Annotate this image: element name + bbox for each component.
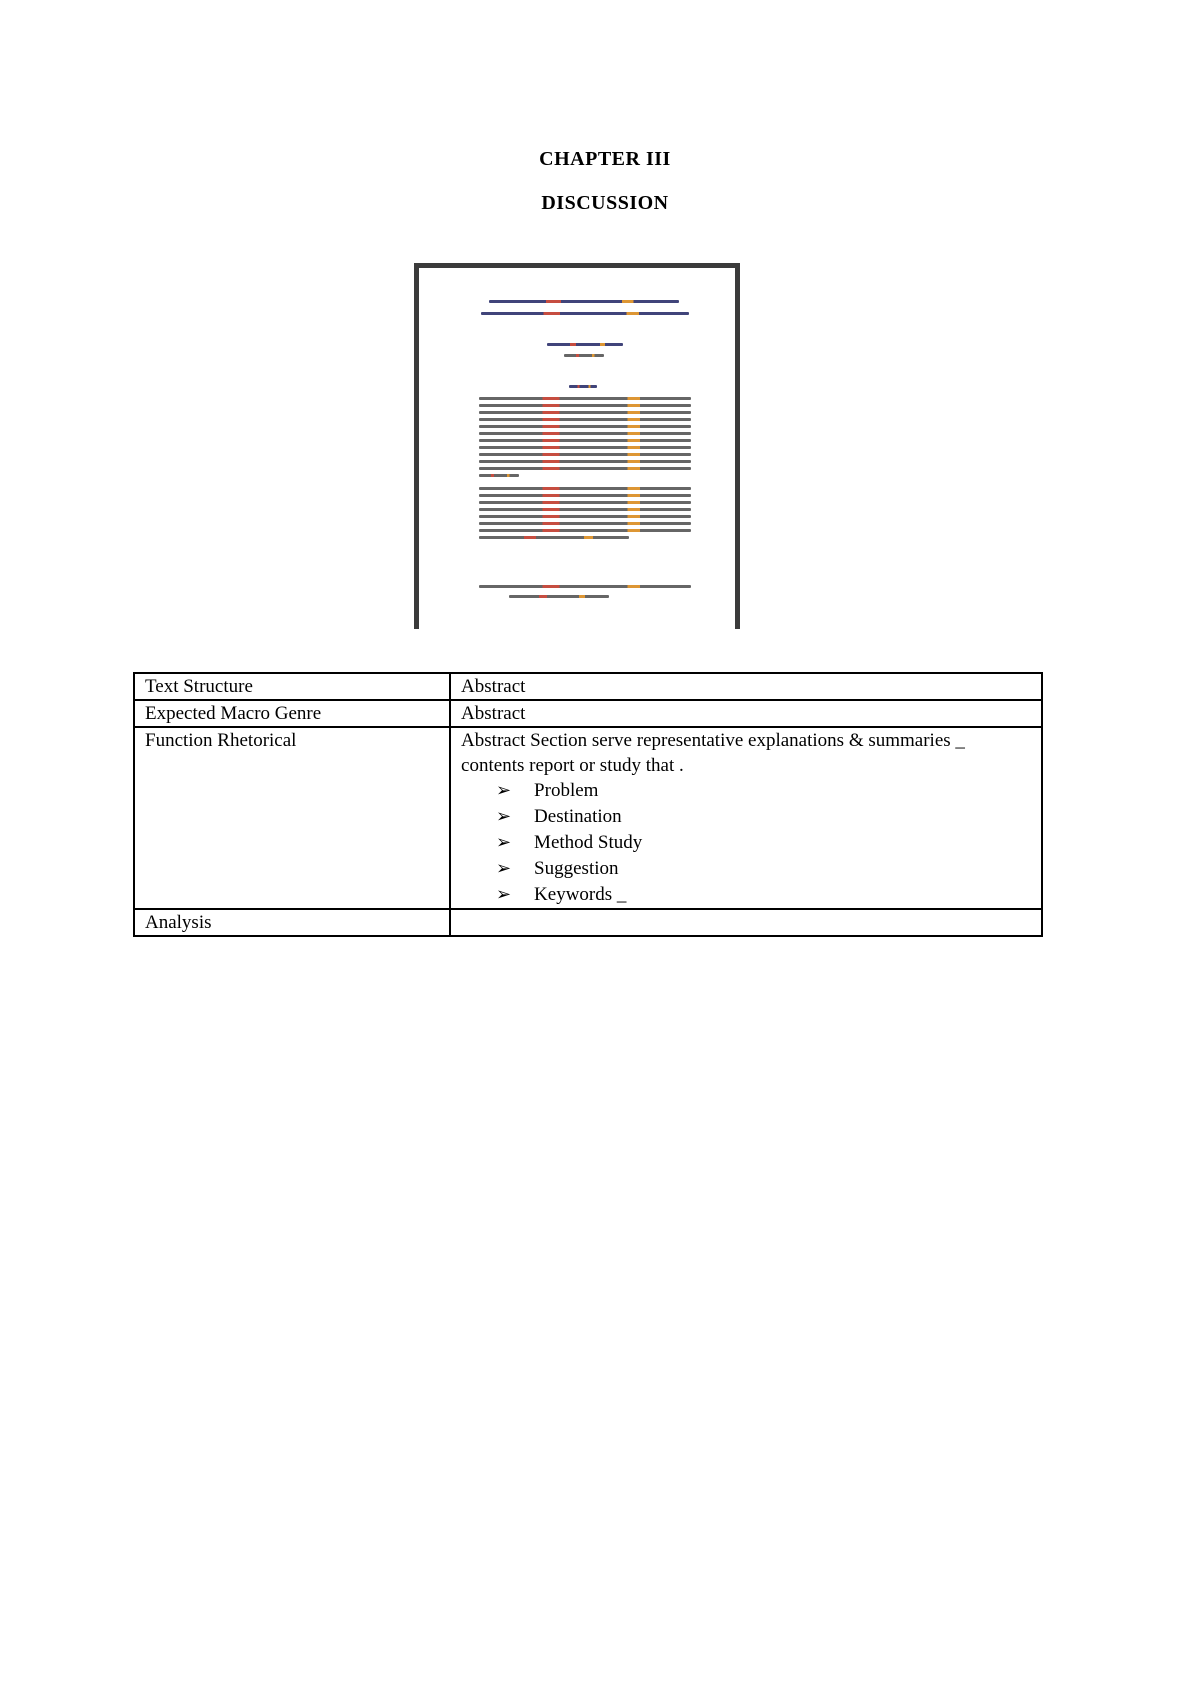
table-cell-value: Abstract — [450, 700, 1042, 727]
blurred-text-line — [479, 467, 691, 470]
list-item: ➢ Method Study — [496, 830, 1031, 856]
blurred-text-line — [479, 529, 691, 532]
table-row — [134, 909, 1042, 936]
table-cell-label: Expected Macro Genre — [134, 700, 450, 727]
blurred-text-line — [547, 343, 623, 346]
list-item: ➢ Suggestion — [496, 856, 1031, 882]
arrow-bullet-icon: ➢ — [496, 780, 512, 801]
table-row — [134, 727, 1042, 909]
blurred-text-line — [479, 397, 691, 400]
blurred-text-line — [479, 522, 691, 525]
blurred-text-line — [479, 460, 691, 463]
arrow-bullet-icon: ➢ — [496, 858, 512, 879]
list-item: ➢ Keywords _ — [496, 882, 1031, 908]
table-row — [134, 700, 1042, 727]
list-item: ➢ Destination — [496, 804, 1031, 830]
blurred-text-line — [479, 432, 691, 435]
arrow-bullet-icon: ➢ — [496, 884, 512, 905]
table-cell-value — [450, 909, 1042, 936]
table-cell-value: Abstract — [450, 673, 1042, 700]
blurred-text-line — [479, 474, 519, 477]
blurred-text-line — [479, 494, 691, 497]
list-item: ➢ Problem — [496, 778, 1031, 804]
function-bullet-list — [461, 778, 1031, 908]
blurred-text-line — [479, 439, 691, 442]
table-cell-label: Text Structure — [134, 673, 450, 700]
function-description: Abstract Section serve representative explanations & summaries _ contents report or study that . — [461, 730, 965, 776]
blurred-text-line — [479, 536, 629, 539]
blurred-text-line — [479, 508, 691, 511]
blurred-text-line — [479, 453, 691, 456]
blurred-text-line — [479, 585, 691, 588]
blurred-text-line — [509, 595, 609, 598]
chapter-heading: CHAPTER III — [539, 148, 671, 170]
blurred-text-line — [564, 354, 604, 357]
blurred-text-line — [479, 404, 691, 407]
blurred-text-line — [479, 411, 691, 414]
table-cell-value — [450, 727, 1042, 909]
blurred-text-line — [569, 385, 597, 388]
blurred-text-line — [479, 501, 691, 504]
blurred-text-line — [479, 418, 691, 421]
blurred-text-line — [479, 487, 691, 490]
arrow-bullet-icon: ➢ — [496, 806, 512, 827]
section-heading: DISCUSSION — [541, 192, 669, 214]
blurred-text-line — [479, 446, 691, 449]
table-row — [134, 673, 1042, 700]
abstract-page-image — [414, 263, 740, 629]
arrow-bullet-icon: ➢ — [496, 832, 512, 853]
abstract-page-text-blur — [419, 268, 735, 629]
blurred-text-line — [481, 312, 689, 315]
rhetorical-analysis-table — [133, 672, 1043, 937]
table-cell-label: Function Rhetorical — [134, 727, 450, 909]
blurred-text-line — [489, 300, 679, 303]
blurred-text-line — [479, 515, 691, 518]
blurred-text-line — [479, 425, 691, 428]
table-cell-label: Analysis — [134, 909, 450, 936]
